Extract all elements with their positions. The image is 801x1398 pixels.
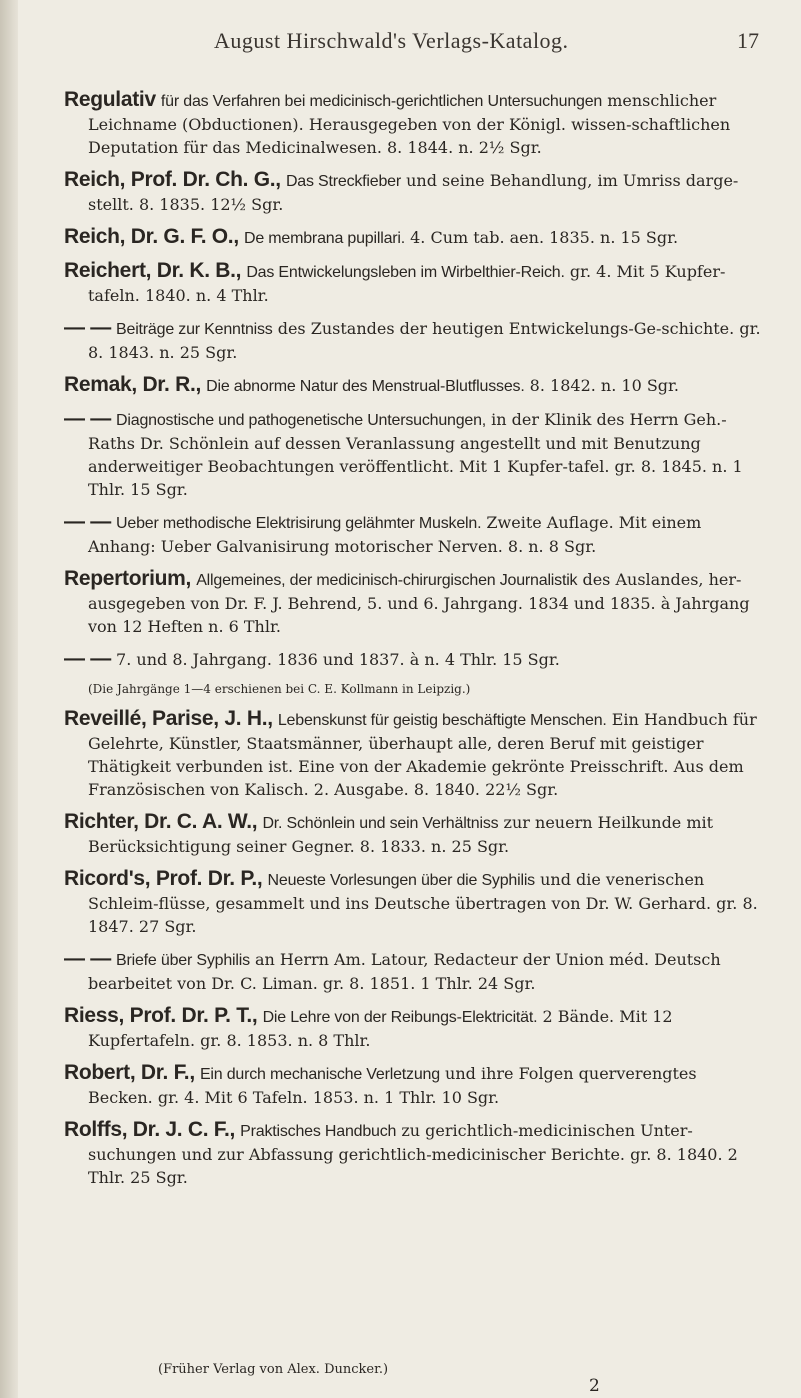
catalog-entry [64, 1004, 761, 1052]
entry-note: (Die Jahrgänge 1—4 erschienen bei C. E. Kollmann in Leipzig.) [88, 682, 471, 696]
entry-author: Remak, Dr. R., [64, 373, 202, 396]
entry-title: Allgemeines, der medicinisch-chirurgischen Journalistik [196, 572, 578, 589]
entry-author: Reichert, Dr. K. B., [64, 259, 242, 282]
entry-title: Die abnorme Natur des Menstrual-Blutflusses. [206, 378, 525, 395]
entry-text [64, 225, 761, 250]
catalog-entry [64, 225, 761, 250]
entry-title: Beiträge zur Kenntniss [116, 321, 273, 338]
entry-author: — — [64, 510, 111, 533]
catalog-entry [64, 510, 761, 558]
entry-author: Reveillé, Parise, J. H., [64, 707, 273, 730]
entry-details: an Herrn Am. Latour, Redacteur der Union méd. Deutsch bearbeitet von Dr. C. Liman. gr. 8. 1851. 1 Thlr. 24 Sgr. [88, 950, 721, 993]
entry-text [64, 1004, 761, 1052]
entry-title: Ueber methodische Elektrisirung gelähmter Muskeln. [116, 515, 482, 532]
catalog-entry [64, 316, 761, 364]
publisher-footnote: (Früher Verlag von Alex. Duncker.) [158, 1362, 389, 1377]
catalog-entry [64, 707, 761, 801]
entry-details: des Auslandes, her-ausgegeben von Dr. F. J. Behrend, 5. und 6. Jahrgang. 1834 und 1835. à Jahrgang von 12 Heften n. 6 Thlr. [88, 570, 750, 636]
entry-text [64, 407, 761, 501]
entry-title: De membrana pupillari. [243, 230, 405, 247]
catalog-entry [64, 373, 761, 398]
entry-text [64, 316, 761, 364]
entry-text [64, 373, 761, 398]
entry-details: 8. 1842. n. 10 Sgr. [529, 376, 680, 395]
entry-details: Zweite Auflage. Mit einem Anhang: Ueber Galvanisirung motorischer Nerven. 8. n. 8 Sgr. [88, 513, 702, 556]
entry-details: 2 Bände. Mit 12 Kupfertafeln. gr. 8. 1853. n. 8 Thlr. [88, 1007, 673, 1050]
catalog-entry [64, 259, 761, 307]
entry-details: zu gerichtlich-medicinischen Unter-suchungen und zur Abfassung gerichtlich-medicinischer Berichte. gr. 8. 1840. 2 Thlr. 25 Sgr. [88, 1121, 738, 1187]
entry-details: 4. Cum tab. aen. 1835. n. 15 Sgr. [410, 228, 679, 247]
entry-text [64, 567, 761, 638]
entry-title: Diagnostische und pathogenetische Untersuchungen, [116, 412, 487, 429]
entry-author: Reich, Dr. G. F. O., [64, 225, 239, 248]
catalog-entry [64, 810, 761, 858]
entry-author: Riess, Prof. Dr. P. T., [64, 1004, 258, 1027]
entry-title: Das Streckfieber [285, 173, 402, 190]
catalog-entry [64, 867, 761, 938]
entry-details: gr. 4. Mit 5 Kupfer-tafeln. 1840. n. 4 Thlr. [88, 262, 726, 305]
entry-author: Reich, Prof. Dr. Ch. G., [64, 168, 281, 191]
entry-title: Praktisches Handbuch [240, 1123, 397, 1140]
entry-text [64, 947, 761, 995]
entry-text [64, 810, 761, 858]
catalog-entry [64, 1118, 761, 1189]
catalog-entry [64, 1061, 761, 1109]
entry-text [64, 1118, 761, 1189]
running-title: August Hirschwald's Verlags-Katalog. [214, 28, 569, 53]
entry-author: Ricord's, Prof. Dr. P., [64, 867, 263, 890]
entry-title: Das Entwickelungsleben im Wirbelthier-Reich. [246, 264, 565, 281]
entry-text [64, 259, 761, 307]
entry-author: — — [64, 407, 111, 430]
page-number: 17 [737, 28, 759, 53]
entry-title: Neueste Vorlesungen über die Syphilis [267, 872, 535, 889]
entry-text [64, 1061, 761, 1109]
entry-author: — — [64, 316, 111, 339]
entry-text [64, 168, 761, 216]
entry-details: zur neuern Heilkunde mit Berücksichtigung seiner Gegner. 8. 1833. n. 25 Sgr. [88, 813, 714, 856]
entry-author: — — [64, 947, 111, 970]
entry-author: — — [64, 647, 111, 670]
entry-text [64, 867, 761, 938]
catalog-entry [64, 168, 761, 216]
entry-text [64, 88, 761, 159]
signature-mark: 2 [589, 1376, 600, 1396]
entry-author: Richter, Dr. C. A. W., [64, 810, 258, 833]
entry-details: 7. und 8. Jahrgang. 1836 und 1837. à n. 4 Thlr. 15 Sgr. [116, 650, 560, 669]
entry-details: Ein Handbuch für Gelehrte, Künstler, Staatsmänner, überhaupt alle, deren Beruf mit geistiger Thätigkeit verbunden ist. Eine von der Akademie gekrönte Preisschrift. Aus dem Französischen von Kalisch. 2. Ausgabe. 8. 1840. 22½ Sgr. [88, 710, 757, 799]
catalog-entry [64, 647, 761, 671]
catalog-entries [64, 88, 761, 1189]
page-header [64, 28, 761, 54]
entry-title: für das Verfahren bei medicinisch-gerichtlichen Untersuchungen [160, 93, 603, 110]
entry-author: Rolffs, Dr. J. C. F., [64, 1118, 236, 1141]
entry-title: Dr. Schönlein und sein Verhältniss [262, 815, 499, 832]
entry-details: in der Klinik des Herrn Geh.-Raths Dr. Schönlein auf dessen Veranlassung angestellt und mit Benutzung anderweitiger Beobachtungen veröffentlicht. Mit 1 Kupfer-tafel. gr. 8. 1845. n. 1 Thlr. 15 Sgr. [88, 410, 743, 499]
entry-details: und seine Behandlung, im Umriss darge-stellt. 8. 1835. 12½ Sgr. [88, 171, 739, 214]
entry-details: und ihre Folgen querverengtes Becken. gr. 4. Mit 6 Tafeln. 1853. n. 1 Thlr. 10 Sgr. [88, 1064, 697, 1107]
entry-text [64, 510, 761, 558]
entry-author: Robert, Dr. F., [64, 1061, 195, 1084]
entry-details: des Zustandes der heutigen Entwickelungs-Ge-schichte. gr. 8. 1843. n. 25 Sgr. [88, 319, 761, 362]
entry-text [64, 707, 761, 801]
entry-title: Lebenskunst für geistig beschäftigte Menschen. [277, 712, 607, 729]
entry-author: Repertorium, [64, 567, 192, 590]
catalog-entry [64, 407, 761, 501]
catalog-entry [64, 88, 761, 159]
entry-details: und die venerischen Schleim-flüsse, gesammelt und ins Deutsche übertragen von Dr. W. Gerhard. gr. 8. 1847. 27 Sgr. [88, 870, 758, 936]
entry-text [64, 647, 761, 671]
entry-title: Ein durch mechanische Verletzung [199, 1066, 440, 1083]
entry-title: Die Lehre von der Reibungs-Elektricität. [262, 1009, 538, 1026]
entry-author: Regulativ [64, 88, 156, 111]
entry-title: Briefe über Syphilis [116, 952, 250, 969]
entry-details: menschlicher Leichname (Obductionen). Herausgegeben von der Königl. wissen-schaftlichen Deputation für das Medicinalwesen. 8. 1844. n. 2½ Sgr. [88, 91, 731, 157]
catalog-entry [64, 947, 761, 995]
catalog-entry [64, 567, 761, 638]
